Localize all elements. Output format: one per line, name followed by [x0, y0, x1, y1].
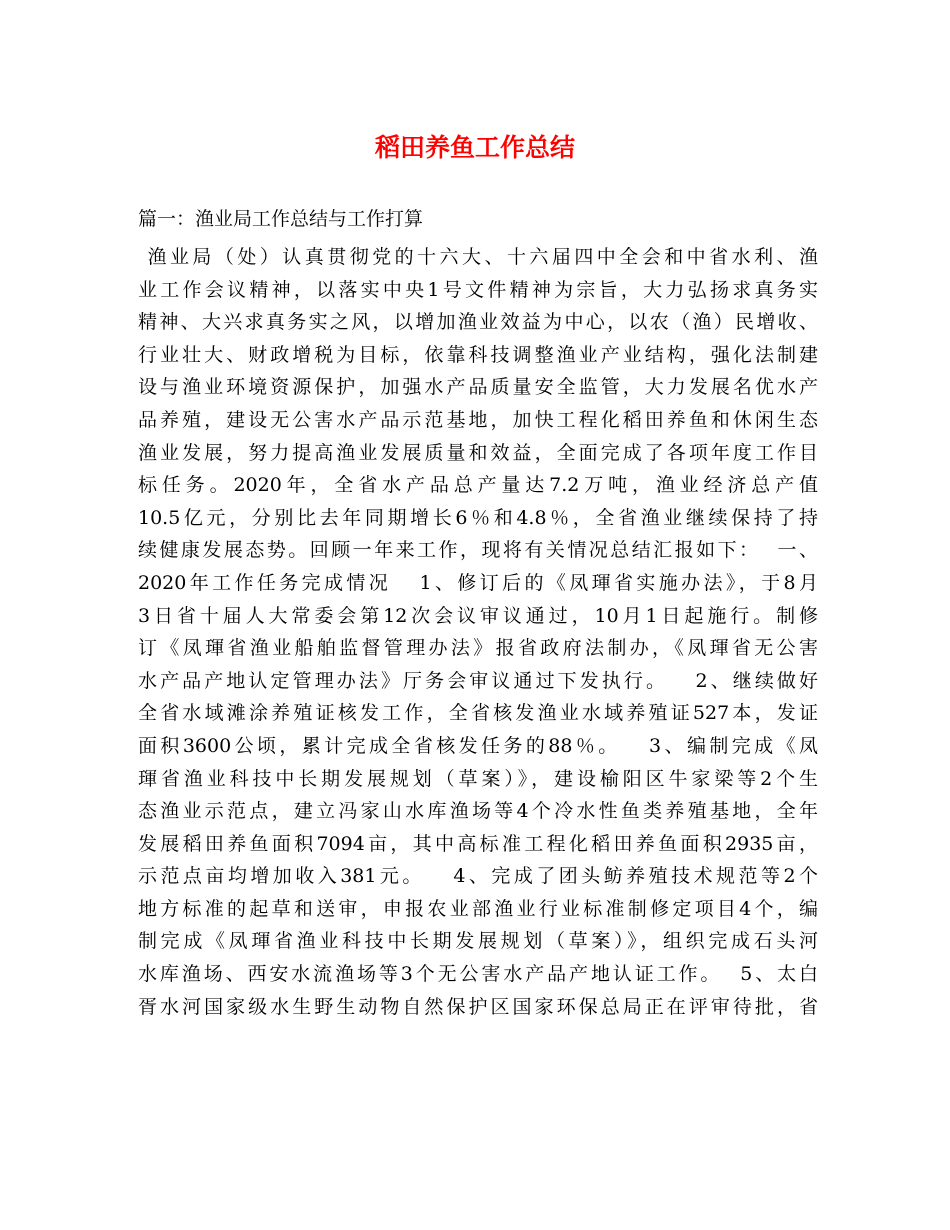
body-line: 态渔业示范点，建立冯家山水库渔场等4个冷水性鱼类养殖基地，全年: [138, 800, 818, 823]
body-line: 水产品产地认定管理办法》厅务会审议通过下发执行。 2、继续做好: [138, 669, 818, 692]
body-line: 渔业局（处）认真贯彻党的十六大、十六届四中全会和中省水利、渔: [138, 246, 818, 268]
body-line: 琿省渔业科技中长期发展规划（草案）》，建设榆阳区牛家梁等2个生: [138, 767, 818, 790]
body-line: 制完成《凤琿省渔业科技中长期发展规划（草案）》，组织完成石头河: [138, 930, 818, 953]
body-line: 品养殖，建设无公害水产品示范基地，加快工程化稻田养鱼和休闲生态: [138, 408, 818, 431]
section-heading: 篇一：渔业局工作总结与工作打算: [138, 208, 424, 230]
body-line: 水库渔场、西安水流渔场等3个无公害水产品产地认证工作。 5、太白: [138, 963, 818, 986]
body-line: 订《凤琿省渔业船舶监督管理办法》报省政府法制办，《凤琿省无公害: [138, 637, 818, 660]
body-line: 标任务。2020年，全省水产品总产量达7.2万吨，渔业经济总产值: [138, 474, 818, 497]
body-line: 设与渔业环境资源保护，加强水产品质量安全监管，大力发展名优水产: [138, 376, 818, 399]
body-line: 行业壮大、财政增税为目标，依靠科技调整渔业产业结构，强化法制建: [138, 343, 818, 366]
body-line: 2020年工作任务完成情况 1、修订后的《凤琿省实施办法》，于8月: [138, 571, 818, 594]
body-line: 3日省十届人大常委会第12次会议审议通过，10月1日起施行。制修: [138, 604, 818, 627]
document-title: 稻田养鱼工作总结: [374, 133, 575, 162]
body-line: 胥水河国家级水生野生动物自然保护区国家环保总局正在评审待批，省: [138, 995, 818, 1018]
body-line: 渔业发展，努力提高渔业发展质量和效益，全面完成了各项年度工作目: [138, 441, 818, 464]
body-line: 全省水域滩涂养殖证核发工作，全省核发渔业水域养殖证527本，发证: [138, 702, 818, 725]
body-text: [138, 241, 818, 1023]
body-line: 示范点亩均增加收入381元。 4、完成了团头鲂养殖技术规范等2个: [138, 865, 818, 888]
body-line: 业工作会议精神，以落实中央1号文件精神为宗旨，大力弘扬求真务实: [138, 278, 818, 301]
body-line: 精神、大兴求真务实之风，以增加渔业效益为中心，以农（渔）民增收、: [138, 311, 818, 334]
body-line: 续健康发展态势。回顾一年来工作，现将有关情况总结汇报如下： 一、: [138, 539, 818, 562]
body-line: 10.5亿元，分别比去年同期增长6％和4.8％，全省渔业继续保持了持: [138, 506, 818, 529]
body-line: 面积3600公顷，累计完成全省核发任务的88％。 3、编制完成《凤: [138, 734, 818, 757]
body-line: 地方标准的起草和送审，申报农业部渔业行业标准制修定项目4个，编: [138, 897, 818, 920]
body-line: 发展稻田养鱼面积7094亩，其中高标准工程化稻田养鱼面积2935亩，: [138, 832, 818, 855]
